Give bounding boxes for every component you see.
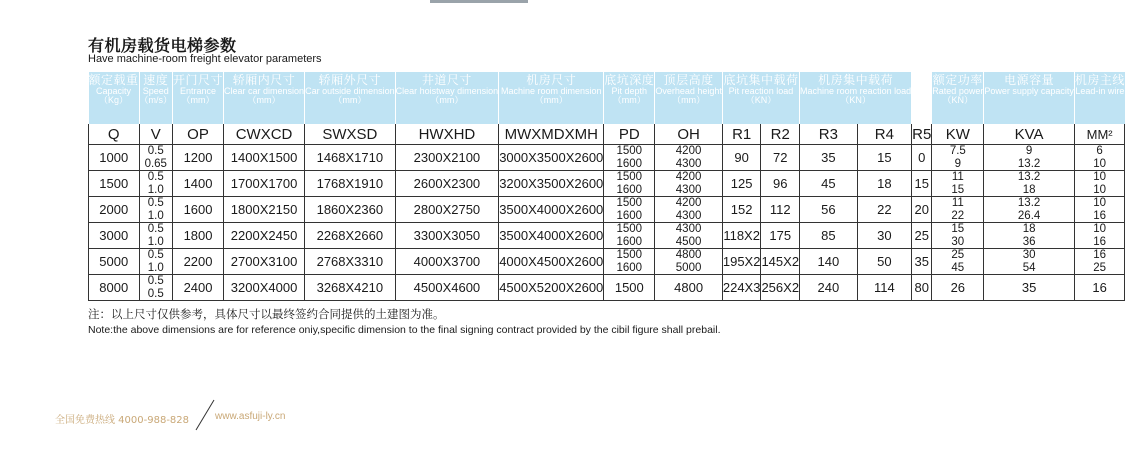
cell-mm: 10: [1074, 184, 1125, 197]
cell-v: 0.65: [139, 158, 173, 171]
cell-hw: 4000X3700: [395, 249, 499, 275]
cell-oh: 4800: [655, 275, 723, 301]
cell-kw: 26: [932, 275, 984, 301]
code-cell: KVA: [984, 124, 1075, 145]
cell-kva: 9: [984, 145, 1075, 158]
cell-r5: 15: [912, 171, 932, 197]
cell-pd: 1600: [604, 184, 655, 197]
cell-mm: 16: [1074, 275, 1125, 301]
cell-r5: 35: [912, 249, 932, 275]
cell-mm: 16: [1074, 236, 1125, 249]
table-row: [89, 275, 1125, 288]
cell-r5: 80: [912, 275, 932, 301]
code-cell: PD: [604, 124, 655, 145]
header-cell: [224, 72, 305, 124]
cell-kw: 22: [932, 210, 984, 223]
header-en: Pit reaction load: [728, 85, 794, 96]
cell-oh: 4200: [655, 171, 723, 184]
cell-r1: 224X3: [722, 275, 761, 301]
code-cell: R3: [800, 124, 858, 145]
header-en: Speed: [142, 85, 169, 96]
cell-r5: 25: [912, 223, 932, 249]
code-cell: SWXSD: [305, 124, 396, 145]
table-row: [89, 197, 1125, 210]
header-cn: 底坑集中载荷: [723, 73, 799, 87]
header-unit: （m/s）: [139, 95, 173, 106]
cell-pd: 1500: [604, 275, 655, 301]
cell-kw: 9: [932, 158, 984, 171]
cell-v: 1.0: [139, 210, 173, 223]
cell-oh: 4800: [655, 249, 723, 262]
cell-op: 1200: [173, 145, 224, 171]
table-row: [89, 249, 1125, 262]
header-cn: 底坑深度: [604, 73, 655, 87]
cell-kw: 15: [932, 184, 984, 197]
header-cell: [139, 72, 173, 124]
cell-kva: 13.2: [984, 197, 1075, 210]
header-cn: 机房集中载荷: [818, 73, 894, 87]
cell-mm: 16: [1074, 210, 1125, 223]
header-cell: [395, 72, 499, 124]
cell-kw: 25: [932, 249, 984, 262]
cell-oh: 5000: [655, 262, 723, 275]
cell-oh: 4500: [655, 236, 723, 249]
parameter-table: [88, 72, 1125, 301]
code-cell: HWXHD: [395, 124, 499, 145]
cell-v: 0.5: [139, 197, 173, 210]
cell-kw: 11: [932, 197, 984, 210]
cell-kw: 45: [932, 262, 984, 275]
cell-sw: 2268X2660: [305, 223, 396, 249]
header-en: Machine room reaction load: [800, 85, 912, 96]
cell-v: 0.5: [139, 275, 173, 288]
header-unit: （mm）: [534, 95, 568, 106]
cell-hw: 3300X3050: [395, 223, 499, 249]
header-en: Capacity: [96, 85, 132, 96]
header-cell: [984, 72, 1075, 124]
cell-hw: 4500X4600: [395, 275, 499, 301]
cell-r2: 112: [761, 197, 800, 223]
cell-r3: 35: [800, 145, 858, 171]
top-divider: [430, 0, 528, 3]
header-cell: [173, 72, 224, 124]
header-cn: 额定载重: [88, 73, 139, 87]
cell-mw: 4000X4500X2600: [499, 249, 604, 275]
cell-oh: 4300: [655, 158, 723, 171]
cell-r5: 20: [912, 197, 932, 223]
cell-kva: 30: [984, 249, 1075, 262]
cell-r1: 152: [722, 197, 761, 223]
cell-pd: 1600: [604, 262, 655, 275]
cell-q: 1000: [89, 145, 140, 171]
header-cn: 轿厢内尺寸: [232, 73, 296, 87]
cell-r3: 45: [800, 171, 858, 197]
cell-q: 5000: [89, 249, 140, 275]
cell-mm: 25: [1074, 262, 1125, 275]
cell-r4: 15: [857, 145, 911, 171]
cell-r2: 256X2: [761, 275, 800, 301]
cell-r2: 175: [761, 223, 800, 249]
cell-r3: 56: [800, 197, 858, 223]
cell-kw: 7.5: [932, 145, 984, 158]
cell-v: 1.0: [139, 262, 173, 275]
cell-mm: 6: [1074, 145, 1125, 158]
cell-kva: 36: [984, 236, 1075, 249]
cell-r4: 30: [857, 223, 911, 249]
cell-r5: 0: [912, 145, 932, 171]
header-en: Clear hoistway dimension: [395, 85, 499, 96]
code-cell: R2: [761, 124, 800, 145]
header-cn: 机房尺寸: [526, 73, 577, 87]
footer-hotline: 全国免费热线 4000-988-828: [55, 415, 190, 426]
cell-op: 1600: [173, 197, 224, 223]
code-cell: CWXCD: [224, 124, 305, 145]
cell-v: 1.0: [139, 236, 173, 249]
cell-cw: 1700X1700: [224, 171, 305, 197]
cell-oh: 4300: [655, 184, 723, 197]
cell-v: 0.5: [139, 171, 173, 184]
note-english: Note:the above dimensions are for reference oniy,specific dimension to the final signing contract provided by the cibil figure shall prebail.: [88, 324, 721, 336]
header-unit: （KN）: [942, 95, 974, 106]
header-en: Machine room dimension: [500, 85, 602, 96]
code-cell: KW: [932, 124, 984, 145]
cell-hw: 2300X2100: [395, 145, 499, 171]
cell-cw: 3200X4000: [224, 275, 305, 301]
header-en: Power supply capacity: [984, 85, 1074, 96]
code-cell: R4: [857, 124, 911, 145]
cell-r1: 90: [722, 145, 761, 171]
cell-kva: 13.2: [984, 171, 1075, 184]
cell-q: 3000: [89, 223, 140, 249]
cell-kva: 35: [984, 275, 1075, 301]
cell-v: 0.5: [139, 145, 173, 158]
cell-cw: 1400X1500: [224, 145, 305, 171]
header-en: Entrance: [180, 85, 217, 96]
cell-r4: 18: [857, 171, 911, 197]
cell-oh: 4200: [655, 197, 723, 210]
cell-r4: 50: [857, 249, 911, 275]
cell-kva: 54: [984, 262, 1075, 275]
cell-hw: 2600X2300: [395, 171, 499, 197]
cell-mw: 3200X3500X2600: [499, 171, 604, 197]
header-cell: [305, 72, 396, 124]
header-unit: （KN）: [840, 95, 871, 106]
cell-oh: 4200: [655, 145, 723, 158]
header-cell: [800, 72, 912, 124]
cell-r2: 96: [761, 171, 800, 197]
cell-sw: 3268X4210: [305, 275, 396, 301]
code-row: [89, 124, 1125, 145]
header-unit: （Kg）: [99, 95, 129, 106]
code-cell: OP: [173, 124, 224, 145]
cell-v: 0.5: [139, 288, 173, 301]
cell-mw: 4500X5200X2600: [499, 275, 604, 301]
cell-kw: 30: [932, 236, 984, 249]
table-row: [89, 223, 1125, 236]
cell-r2: 145X2: [761, 249, 800, 275]
cell-mm: 10: [1074, 223, 1125, 236]
header-unit: （mm）: [672, 95, 706, 106]
cell-r1: 125: [722, 171, 761, 197]
cell-kva: 13.2: [984, 158, 1075, 171]
cell-op: 1800: [173, 223, 224, 249]
code-cell: R5: [912, 125, 932, 143]
cell-kva: 18: [984, 184, 1075, 197]
cell-pd: 1500: [604, 197, 655, 210]
cell-q: 1500: [89, 171, 140, 197]
page-title: 有机房载货电梯参数: [88, 36, 237, 55]
code-cell: Q: [89, 124, 140, 145]
header-en: Rated power: [932, 85, 984, 96]
cell-mw: 3500X4000X2600: [499, 197, 604, 223]
cell-pd: 1500: [604, 249, 655, 262]
cell-sw: 1768X1910: [305, 171, 396, 197]
code-cell: R1: [722, 124, 761, 145]
header-unit: （mm）: [430, 95, 464, 106]
cell-q: 2000: [89, 197, 140, 223]
cell-hw: 2800X2750: [395, 197, 499, 223]
cell-op: 2400: [173, 275, 224, 301]
cell-r3: 85: [800, 223, 858, 249]
header-cn: 速度: [143, 73, 169, 87]
header-en: Overhead height: [655, 85, 722, 96]
cell-sw: 1468X1710: [305, 145, 396, 171]
footer-website: www.asfuji-ly.cn: [215, 411, 286, 422]
header-cell: [604, 72, 655, 124]
cell-cw: 2700X3100: [224, 249, 305, 275]
cell-pd: 1600: [604, 210, 655, 223]
cell-op: 2200: [173, 249, 224, 275]
header-cell: [1074, 72, 1125, 124]
code-cell: MWXMDXMH: [499, 124, 604, 145]
header-cell: [932, 72, 984, 124]
cell-cw: 2200X2450: [224, 223, 305, 249]
page-subtitle: Have machine-room freight elevator parameters: [88, 53, 322, 65]
header-cn: 电源容量: [1004, 73, 1055, 87]
header-unit: （KN）: [745, 95, 777, 106]
cell-cw: 1800X2150: [224, 197, 305, 223]
cell-r1: 118X2: [722, 223, 761, 249]
cell-pd: 1600: [604, 236, 655, 249]
header-cn: 机房主线: [1074, 73, 1125, 87]
cell-kw: 15: [932, 223, 984, 236]
header-cell: [912, 72, 932, 124]
header-unit: （mm）: [333, 95, 367, 106]
header-unit: （mm）: [181, 95, 215, 106]
cell-r2: 72: [761, 145, 800, 171]
cell-mw: 3000X3500X2600: [499, 145, 604, 171]
cell-r3: 240: [800, 275, 858, 301]
cell-mm: 10: [1074, 158, 1125, 171]
header-cn: 轿厢外尺寸: [318, 73, 382, 87]
cell-r4: 22: [857, 197, 911, 223]
cell-mw: 3500X4000X2600: [499, 223, 604, 249]
header-en: Clear car dimension: [224, 85, 305, 96]
header-row: [89, 72, 1125, 124]
cell-mm: 10: [1074, 171, 1125, 184]
header-en: Lead-in wire: [1075, 85, 1125, 96]
cell-mm: 16: [1074, 249, 1125, 262]
cell-pd: 1600: [604, 158, 655, 171]
cell-kva: 18: [984, 223, 1075, 236]
code-cell: MM²: [1074, 124, 1125, 145]
header-en: Pit depth: [611, 85, 648, 96]
header-cn: 井道尺寸: [421, 73, 472, 87]
header-unit: （mm）: [612, 95, 646, 106]
cell-r1: 195X2: [722, 249, 761, 275]
header-en: Car outside dimension: [305, 85, 395, 96]
cell-sw: 2768X3310: [305, 249, 396, 275]
header-cell: [499, 72, 604, 124]
cell-q: 8000: [89, 275, 140, 301]
header-cell: [89, 72, 140, 124]
header-cn: 顶层高度: [663, 73, 714, 87]
cell-kva: 26.4: [984, 210, 1075, 223]
cell-pd: 1500: [604, 171, 655, 184]
cell-sw: 1860X2360: [305, 197, 396, 223]
cell-oh: 4300: [655, 210, 723, 223]
code-cell: OH: [655, 124, 723, 145]
table-row: [89, 171, 1125, 184]
header-cn: 开门尺寸: [173, 73, 224, 87]
cell-v: 0.5: [139, 223, 173, 236]
cell-oh: 4300: [655, 223, 723, 236]
cell-op: 1400: [173, 171, 224, 197]
cell-r3: 140: [800, 249, 858, 275]
cell-pd: 1500: [604, 145, 655, 158]
cell-kw: 11: [932, 171, 984, 184]
header-unit: （mm）: [247, 95, 281, 106]
cell-pd: 1500: [604, 223, 655, 236]
cell-v: 1.0: [139, 184, 173, 197]
header-cell: [655, 72, 723, 124]
header-cell: [722, 72, 799, 124]
cell-r4: 114: [857, 275, 911, 301]
code-cell: V: [139, 124, 173, 145]
note-chinese: 注：以上尺寸仅供参考，具体尺寸以最终签约合同提供的土建图为准。: [88, 307, 445, 321]
cell-v: 0.5: [139, 249, 173, 262]
header-cn: 额定功率: [932, 73, 983, 87]
table-row: [89, 145, 1125, 158]
cell-mm: 10: [1074, 197, 1125, 210]
